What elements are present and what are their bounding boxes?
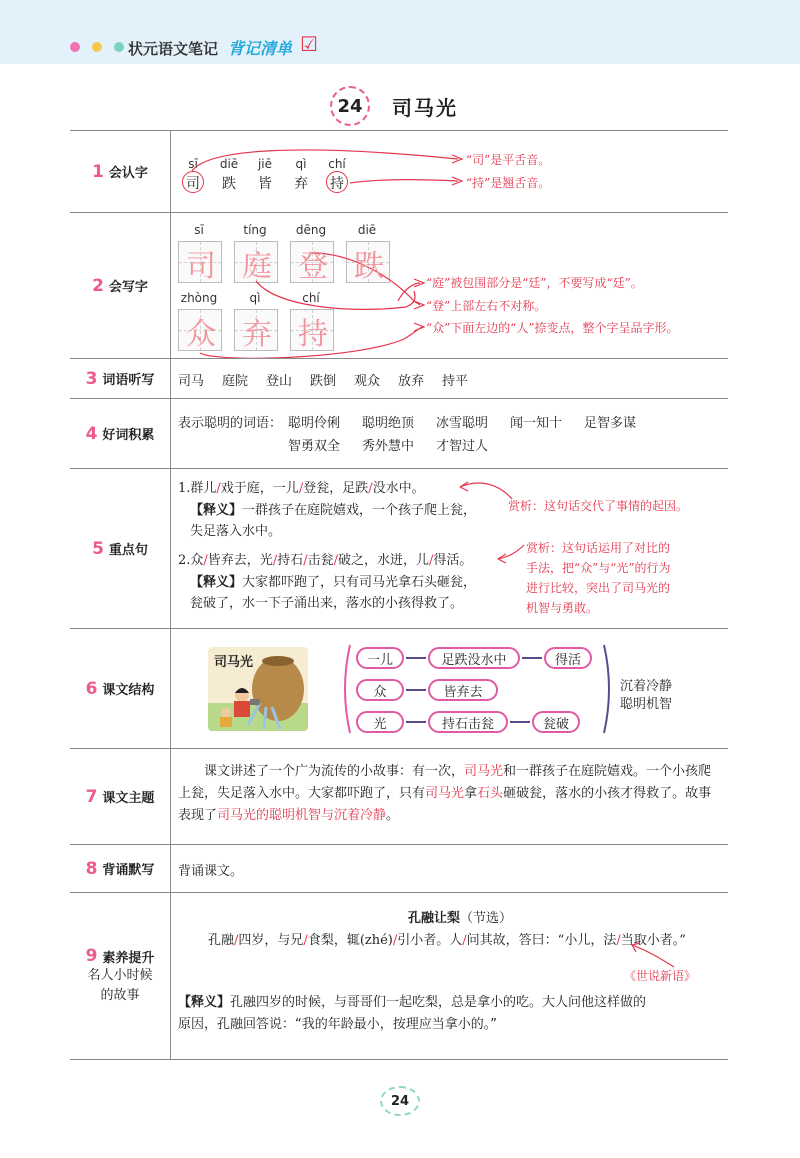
section-sublabel: 的故事 xyxy=(100,988,140,1003)
pinyin: chí xyxy=(302,291,320,305)
note: “庭”被包围部分是“廷”，不要写成“廷”。 xyxy=(426,276,643,290)
appreciation-note: 进行比较，突出了司马光的 xyxy=(526,581,671,595)
word: 持平 xyxy=(442,374,469,389)
pinyin: sī xyxy=(194,223,204,237)
structure-node: 皆弃去 xyxy=(428,679,498,701)
theme-paragraph: 课文讲述了一个广为流传的小故事：有一次，司马光和一群孩子在庭院嬉戏。一个小孩爬上瓮，失足落入水中。大家都吓跑了，只有司马光拿石头砸破瓮，落水的小孩才得救了。故事表现了司马光的聪明机智与沉着冷静。 xyxy=(178,764,712,823)
note: “司”是平舌音。 xyxy=(466,153,551,167)
appreciation-note: 手法，把“众”与“光”的行为 xyxy=(526,561,671,575)
row-write xyxy=(70,212,728,358)
character: 持 xyxy=(330,176,344,192)
word: 庭院 xyxy=(222,374,249,389)
structure-node: 足跌没水中 xyxy=(428,647,520,669)
row-theme xyxy=(70,748,728,844)
structure-node: 一儿 xyxy=(356,647,404,669)
row-key-sentences xyxy=(70,468,728,628)
page-number: 24 xyxy=(380,1086,420,1116)
word: 司马 xyxy=(178,374,205,389)
word: 登山 xyxy=(266,374,293,389)
row-dictation xyxy=(70,358,728,398)
structure-node: 光 xyxy=(356,711,404,733)
header-bar xyxy=(0,0,800,64)
story-title: 孔融让梨（节选） xyxy=(408,911,513,926)
structure-node: 持石击瓮 xyxy=(428,711,508,733)
lesson-title: 司马光 xyxy=(392,95,458,120)
explanation: 【释义】一群孩子在庭院嬉戏，一个孩子爬上瓮， xyxy=(190,503,477,518)
section-number: 5 xyxy=(92,538,104,559)
section-number: 8 xyxy=(85,858,98,879)
explanation-cont: 瓮破了，水一下子涌出来，落水的小孩得救了。 xyxy=(190,596,464,611)
section-number: 2 xyxy=(92,275,104,296)
story-explanation: 【释义】孔融四岁的时候，与哥哥们一起吃梨，总是拿小的吃。大人问他这样做的 xyxy=(178,995,647,1010)
lesson-number: 24 xyxy=(330,86,370,126)
yellow-dot xyxy=(92,42,102,52)
structure-node: 得活 xyxy=(544,647,592,669)
note: “众”下面左边的“人”捺变点，整个字呈品字形。 xyxy=(426,321,679,335)
section-number: 7 xyxy=(85,786,98,807)
summary: 聪明机智 xyxy=(620,697,673,712)
character: 皆 xyxy=(258,176,272,192)
pinyin: sī xyxy=(188,157,198,171)
word: 秀外慧中 xyxy=(362,439,415,454)
word: 跌倒 xyxy=(310,374,337,389)
writing-box: 众 xyxy=(178,309,222,351)
explanation: 【释义】大家都吓跑了，只有司马光拿石头砸瓮， xyxy=(190,575,477,590)
row-literacy xyxy=(70,892,728,1060)
pinyin: jiē xyxy=(257,157,273,171)
section-number: 3 xyxy=(85,368,98,389)
pinyin: diē xyxy=(219,157,239,171)
key-sentence-1: 1.群儿/戏于庭，一儿/登瓮，足跌/没水中。 xyxy=(178,481,425,496)
section-label: 课文主题 xyxy=(102,791,155,806)
pinyin: qì xyxy=(249,291,261,305)
word: 足智多谋 xyxy=(584,416,637,431)
section-number: 4 xyxy=(85,423,98,444)
section-label: 词语听写 xyxy=(102,373,155,388)
row-recite xyxy=(70,844,728,892)
lesson-title-block xyxy=(330,86,458,126)
writing-box: 跌 xyxy=(346,241,390,283)
writing-box: 庭 xyxy=(234,241,278,283)
section-number: 6 xyxy=(85,678,98,699)
word: 观众 xyxy=(354,374,381,389)
word: 智勇双全 xyxy=(288,439,341,454)
word: 才智过人 xyxy=(436,439,489,454)
section-label: 背诵默写 xyxy=(102,863,155,878)
appreciation-note: 机智与勇敢。 xyxy=(526,601,599,615)
key-sentence-2: 2.众/皆弃去，光/持石/击瓮/破之，水迸，儿/得活。 xyxy=(178,553,473,568)
recite-text: 背诵课文。 xyxy=(178,864,244,879)
brand-name: 状元语文笔记 xyxy=(128,40,219,58)
story-text: 孔融/四岁，与兄/食梨，辄(zhé)/引小者。人/问其故，答曰：“小儿，法/当取小者。” xyxy=(208,933,686,948)
pinyin: qì xyxy=(295,157,307,171)
character: 司 xyxy=(186,176,200,192)
writing-box: 弃 xyxy=(234,309,278,351)
word: 冰雪聪明 xyxy=(436,416,489,431)
summary: 沉着冷静 xyxy=(620,679,673,694)
section-label: 课文结构 xyxy=(102,683,155,698)
word: 聪明绝顶 xyxy=(362,416,415,431)
row-good-words xyxy=(70,398,728,468)
structure-node: 瓮破 xyxy=(532,711,580,733)
section-label: 会写字 xyxy=(108,280,148,295)
character: 弃 xyxy=(294,176,308,192)
section-sublabel: 名人小时候 xyxy=(87,968,153,983)
words-intro: 表示聪明的词语： xyxy=(178,416,283,431)
word: 闻一知十 xyxy=(510,416,563,431)
section-label: 重点句 xyxy=(108,543,148,558)
row-structure xyxy=(70,628,728,748)
notes-table xyxy=(70,130,728,1060)
left-bracket xyxy=(338,643,352,735)
note: “持”是翘舌音。 xyxy=(466,176,551,190)
appreciation-note: 赏析：这句话交代了事情的起因。 xyxy=(508,499,689,513)
section-label: 素养提升 xyxy=(102,950,155,966)
word: 聪明伶俐 xyxy=(288,416,341,431)
pinyin: diē xyxy=(357,223,377,237)
row-recognize xyxy=(70,130,728,212)
right-bracket xyxy=(602,643,616,735)
pinyin: tíng xyxy=(243,223,267,237)
pinyin: dēng xyxy=(295,223,327,237)
section-label: 会认字 xyxy=(108,166,148,181)
writing-box: 司 xyxy=(178,241,222,283)
word: 放弃 xyxy=(398,374,425,389)
illustration-caption: 司马光 xyxy=(214,655,254,670)
explanation-cont: 失足落入水中。 xyxy=(190,524,282,539)
source: 《世说新语》 xyxy=(624,969,697,983)
checklist-badge: 背记清单 xyxy=(228,39,293,58)
pinyin: zhòng xyxy=(180,291,218,305)
note: “登”上部左右不对称。 xyxy=(426,299,547,313)
section-number: 9 xyxy=(85,946,98,966)
pointer-arrows xyxy=(178,131,728,213)
section-label: 好词积累 xyxy=(102,428,155,443)
pink-dot xyxy=(70,42,80,52)
character: 跌 xyxy=(222,176,236,192)
green-dot xyxy=(114,42,124,52)
structure-node: 众 xyxy=(356,679,404,701)
writing-box: 持 xyxy=(290,309,334,351)
section-number: 1 xyxy=(92,161,104,182)
story-explanation-cont: 原因，孔融回答说：“我的年龄最小，按理应当拿小的。” xyxy=(178,1017,497,1032)
appreciation-note: 赏析：这句话运用了对比的 xyxy=(526,541,671,555)
check-icon: ☑ xyxy=(300,32,318,56)
writing-box: 登 xyxy=(290,241,334,283)
illustration xyxy=(208,647,308,731)
pinyin: chí xyxy=(328,157,346,171)
